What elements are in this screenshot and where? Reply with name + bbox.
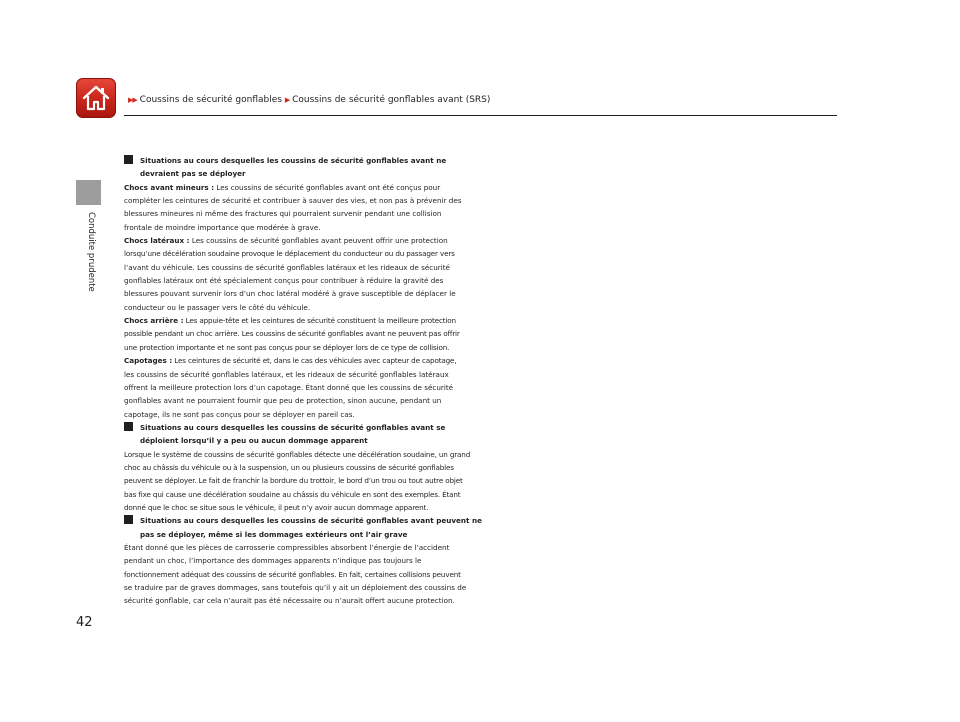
section	[124, 421, 564, 514]
breadcrumb-item[interactable]: Coussins de sécurité gonflables	[139, 95, 282, 105]
paragraph-line: sécurité gonflable, car cela n’aurait pas été nécessaire ou n’aurait offert aucune protection.	[124, 596, 455, 606]
paragraph-line: une protection importante et ne sont pas conçus pour se déployer lors de ce type de collision.	[124, 342, 450, 352]
square-bullet-icon	[124, 155, 133, 164]
paragraph-line: possible pendant un choc arrière. Les coussins de sécurité gonflables avant ne peuvent pas offrir	[124, 329, 460, 339]
paragraph-line: frontale de moindre importance que modérée à grave.	[124, 222, 321, 232]
section-heading: Situations au cours desquelles les coussins de sécurité gonflables avant peuvent ne	[124, 514, 564, 527]
paragraph-line: Lorsque le système de coussins de sécurité gonflables détecte une décélération soudaine, un grand	[124, 449, 471, 459]
paragraph-line: bas fixe qui cause une décélération soudaine au châssis du véhicule en sont des exemples. Étant	[124, 489, 461, 499]
paragraph-line: Chocs latéraux : Les coussins de sécurité gonflables avant peuvent offrir une protection	[124, 236, 448, 246]
breadcrumb	[128, 95, 490, 105]
paragraph-label: Capotages :	[124, 356, 173, 366]
section-heading-cont: déploient lorsqu’il y a peu ou aucun dommage apparent	[140, 436, 368, 446]
paragraph-line: l’avant du véhicule. Les coussins de sécurité gonflables latéraux et les rideaux de sécurité	[124, 262, 450, 272]
paragraph-line: peuvent se déployer. Le fait de franchir la bordure du trottoir, le bord d’un trou ou tout autre objet	[124, 476, 463, 486]
paragraph-line: Étant donné que les pièces de carrosserie compressibles absorbent l’énergie de l’accident	[124, 542, 450, 552]
square-bullet-icon	[124, 422, 133, 431]
section-heading: Situations au cours desquelles les coussins de sécurité gonflables avant se	[124, 421, 564, 434]
main-content	[124, 154, 564, 608]
paragraph-label: Chocs arrière :	[124, 316, 184, 326]
paragraph-line: blessures mineures ni même des fractures qui pourraient survenir pendant une collision	[124, 209, 442, 219]
section-heading: Situations au cours desquelles les coussins de sécurité gonflables avant ne	[124, 154, 564, 167]
paragraph-line: se traduire par de graves dommages, sans toutefois qu’il y ait un déploiement des coussins de	[124, 583, 467, 592]
section	[124, 154, 564, 421]
chapter-label: Conduite prudente	[86, 212, 96, 292]
section	[124, 514, 564, 607]
paragraph-line: conducteur ou le passager vers le côté du véhicule.	[124, 302, 311, 312]
section-heading-cont: pas se déployer, même si les dommages extérieurs ont l’air grave	[140, 529, 408, 539]
paragraph-line: Chocs avant mineurs : Les coussins de sécurité gonflables avant ont été conçus pour	[124, 182, 441, 192]
paragraph-line: blessures pouvant survenir lors d’un choc latéral modéré à grave susceptible de déplacer le	[124, 289, 456, 299]
home-icon	[80, 82, 112, 114]
paragraph-line: compléter les ceintures de sécurité et contribuer à sauver des vies, et non pas à prévenir des	[124, 196, 462, 206]
paragraph-line: capotage, ils ne sont pas conçus pour se déployer en pareil cas.	[124, 409, 355, 419]
paragraph-label: Chocs avant mineurs :	[124, 182, 215, 192]
paragraph-line: Capotages : Les ceintures de sécurité et, dans le cas des véhicules avec capteur de capotage,	[124, 356, 457, 366]
square-bullet-icon	[124, 515, 133, 524]
home-button[interactable]	[76, 78, 116, 118]
page-number: 42	[76, 615, 93, 630]
breadcrumb-arrow-icon: ▶▶	[128, 96, 137, 104]
paragraph-line: choc au châssis du véhicule ou à la suspension, un ou plusieurs coussins de sécurité gonflables	[124, 462, 454, 472]
header-rule	[124, 115, 837, 116]
chapter-tab[interactable]	[76, 180, 101, 205]
paragraph-line: Chocs arrière : Les appuie-tête et les ceintures de sécurité constituent la meilleure protection	[124, 316, 456, 326]
paragraph-line: donné que le choc se situe sous le véhicule, il peut n’y avoir aucun dommage apparent.	[124, 502, 429, 512]
paragraph-line: lorsqu’une décélération soudaine provoque le déplacement du conducteur ou du passager vers	[124, 249, 455, 259]
breadcrumb-item[interactable]: Coussins de sécurité gonflables avant (SRS)	[292, 95, 491, 105]
breadcrumb-arrow-icon: ▶	[284, 96, 290, 104]
paragraph-line: les coussins de sécurité gonflables latéraux, et les rideaux de sécurité gonflables latéraux	[124, 369, 449, 379]
section-heading-cont: devraient pas se déployer	[140, 169, 246, 179]
paragraph-line: gonflables avant ne pourraient fournir que peu de protection, sinon aucune, pendant un	[124, 396, 442, 406]
paragraph-line: gonflables latéraux ont été spécialement conçus pour contribuer à réduire la gravité des	[124, 276, 444, 286]
paragraph-line: offrent la meilleure protection lors d’un capotage. Étant donné que les coussins de sécurité	[124, 382, 454, 392]
paragraph-label: Chocs latéraux :	[124, 236, 190, 246]
paragraph-line: fonctionnement adéquat des coussins de sécurité gonflables. En fait, certaines collisions peuvent	[124, 569, 461, 579]
paragraph-line: pendant un choc, l’importance des dommages apparents n’indique pas toujours le	[124, 556, 422, 566]
